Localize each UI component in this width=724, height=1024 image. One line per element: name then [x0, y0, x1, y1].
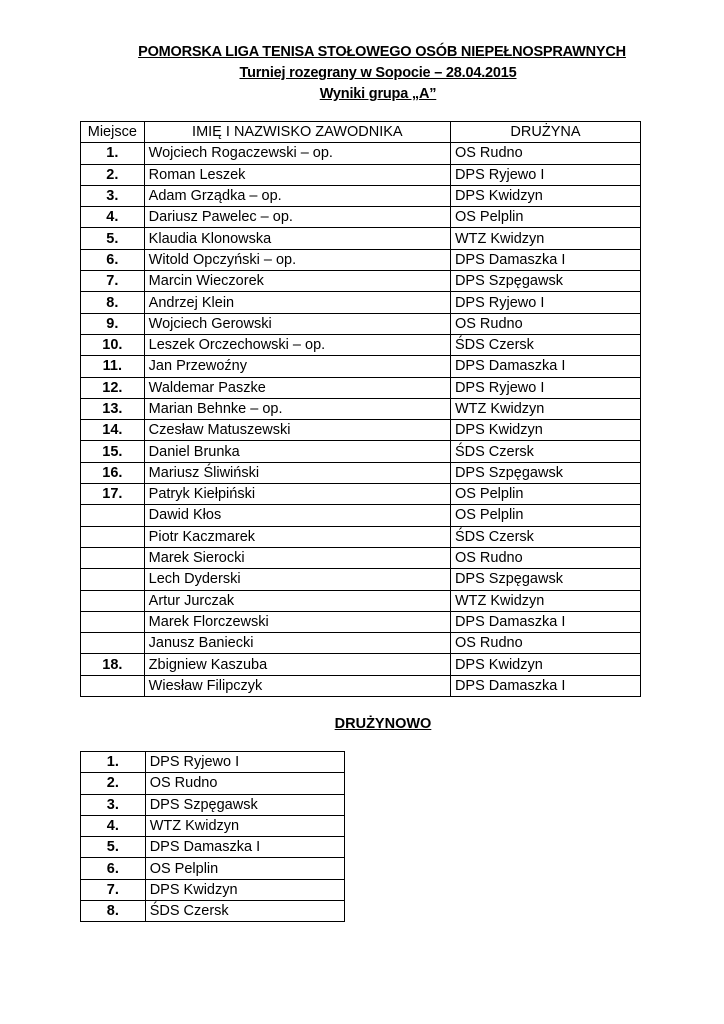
place-cell: 12. — [81, 377, 145, 398]
table-row — [81, 526, 641, 547]
player-name-cell: Wojciech Gerowski — [144, 313, 450, 334]
team-cell: WTZ Kwidzyn — [450, 398, 640, 419]
team-cell: ŚDS Czersk — [450, 441, 640, 462]
place-cell: 5. — [81, 837, 146, 858]
table-row — [81, 794, 345, 815]
tournament-subtitle: Turniej rozegrany w Sopocie – 28.04.2015 — [239, 65, 517, 81]
players-results-table — [80, 121, 641, 697]
player-name-cell: Wiesław Filipczyk — [144, 675, 450, 696]
team-cell: DPS Ryjewo I — [450, 164, 640, 185]
player-name-cell: Witold Opczyński – op. — [144, 249, 450, 270]
player-name-cell: Daniel Brunka — [144, 441, 450, 462]
place-cell: 2. — [81, 164, 145, 185]
player-name-cell: Marek Sierocki — [144, 547, 450, 568]
place-cell: 15. — [81, 441, 145, 462]
player-name-cell: Mariusz Śliwiński — [144, 462, 450, 483]
place-cell — [81, 590, 145, 611]
team-cell: WTZ Kwidzyn — [145, 815, 344, 836]
place-cell — [81, 505, 145, 526]
player-name-cell: Dariusz Pawelec – op. — [144, 207, 450, 228]
place-cell: 2. — [81, 773, 146, 794]
team-cell: DPS Ryjewo I — [145, 752, 344, 773]
player-name-cell: Wojciech Rogaczewski – op. — [144, 143, 450, 164]
table-row — [81, 858, 345, 879]
player-name-cell: Klaudia Klonowska — [144, 228, 450, 249]
table-row — [81, 815, 345, 836]
team-cell: WTZ Kwidzyn — [450, 590, 640, 611]
team-cell: DPS Damaszka I — [450, 249, 640, 270]
table-row — [81, 773, 345, 794]
table-row — [81, 633, 641, 654]
place-cell: 13. — [81, 398, 145, 419]
table-row — [81, 752, 345, 773]
place-cell: 18. — [81, 654, 145, 675]
team-cell: OS Rudno — [450, 547, 640, 568]
team-cell: OS Pelplin — [450, 505, 640, 526]
team-cell: OS Rudno — [450, 143, 640, 164]
team-cell: DPS Kwidzyn — [450, 185, 640, 206]
player-name-cell: Leszek Orczechowski – op. — [144, 334, 450, 355]
team-cell: OS Pelplin — [450, 484, 640, 505]
place-cell: 6. — [81, 858, 146, 879]
team-cell: DPS Szpęgawsk — [145, 794, 344, 815]
player-name-cell: Czesław Matuszewski — [144, 420, 450, 441]
document-title: POMORSKA LIGA TENISA STOŁOWEGO OSÓB NIEPEŁNOSPRAWNYCH — [138, 44, 626, 60]
team-cell: ŚDS Czersk — [450, 526, 640, 547]
team-cell: DPS Damaszka I — [450, 356, 640, 377]
place-cell: 6. — [81, 249, 145, 270]
table-row — [81, 143, 641, 164]
place-cell: 11. — [81, 356, 145, 377]
table-row — [81, 441, 641, 462]
team-cell: OS Rudno — [450, 313, 640, 334]
place-cell — [81, 611, 145, 632]
place-cell: 3. — [81, 185, 145, 206]
table-row — [81, 249, 641, 270]
team-cell: DPS Szpęgawsk — [450, 569, 640, 590]
team-cell: DPS Szpęgawsk — [450, 271, 640, 292]
player-name-cell: Waldemar Paszke — [144, 377, 450, 398]
player-name-cell: Marian Behnke – op. — [144, 398, 450, 419]
table-row — [81, 271, 641, 292]
team-cell: DPS Kwidzyn — [450, 420, 640, 441]
place-cell: 4. — [81, 815, 146, 836]
team-cell: ŚDS Czersk — [145, 901, 344, 922]
team-cell: OS Rudno — [450, 633, 640, 654]
place-cell: 14. — [81, 420, 145, 441]
place-cell — [81, 633, 145, 654]
table-row — [81, 590, 641, 611]
player-name-cell: Zbigniew Kaszuba — [144, 654, 450, 675]
player-name-cell: Jan Przewoźny — [144, 356, 450, 377]
place-cell: 3. — [81, 794, 146, 815]
place-cell: 17. — [81, 484, 145, 505]
player-name-cell: Marek Florczewski — [144, 611, 450, 632]
place-cell: 8. — [81, 292, 145, 313]
team-cell: ŚDS Czersk — [450, 334, 640, 355]
table-row — [81, 462, 641, 483]
table-row — [81, 228, 641, 249]
place-cell: 1. — [81, 143, 145, 164]
place-cell — [81, 569, 145, 590]
table-row — [81, 484, 641, 505]
table-row — [81, 901, 345, 922]
table-row — [81, 292, 641, 313]
player-name-cell: Lech Dyderski — [144, 569, 450, 590]
table-row — [81, 207, 641, 228]
player-name-cell: Roman Leszek — [144, 164, 450, 185]
table-row — [81, 569, 641, 590]
place-cell: 8. — [81, 901, 146, 922]
place-cell — [81, 526, 145, 547]
place-cell — [81, 675, 145, 696]
table-row — [81, 654, 641, 675]
team-cell: DPS Szpęgawsk — [450, 462, 640, 483]
table-row — [81, 879, 345, 900]
column-header-place: Miejsce — [81, 122, 145, 143]
team-cell: DPS Kwidzyn — [450, 654, 640, 675]
table-row — [81, 505, 641, 526]
team-cell: DPS Damaszka I — [450, 675, 640, 696]
table-row — [81, 334, 641, 355]
player-name-cell: Piotr Kaczmarek — [144, 526, 450, 547]
column-header-name: IMIĘ I NAZWISKO ZAWODNIKA — [144, 122, 450, 143]
player-name-cell: Janusz Baniecki — [144, 633, 450, 654]
table-row — [81, 611, 641, 632]
team-ranking-table — [80, 751, 345, 922]
team-cell: DPS Ryjewo I — [450, 292, 640, 313]
table-row — [81, 313, 641, 334]
table-row — [81, 675, 641, 696]
place-cell: 1. — [81, 752, 146, 773]
table-row — [81, 420, 641, 441]
table-row — [81, 185, 641, 206]
place-cell: 4. — [81, 207, 145, 228]
team-cell: WTZ Kwidzyn — [450, 228, 640, 249]
player-name-cell: Dawid Kłos — [144, 505, 450, 526]
place-cell: 7. — [81, 879, 146, 900]
table-row — [81, 356, 641, 377]
table-row — [81, 377, 641, 398]
place-cell: 5. — [81, 228, 145, 249]
table-header-row — [81, 122, 641, 143]
team-cell: DPS Damaszka I — [450, 611, 640, 632]
table-row — [81, 837, 345, 858]
table-row — [81, 547, 641, 568]
column-header-team: DRUŻYNA — [450, 122, 640, 143]
player-name-cell: Andrzej Klein — [144, 292, 450, 313]
place-cell: 9. — [81, 313, 145, 334]
team-cell: OS Pelplin — [145, 858, 344, 879]
team-cell: DPS Damaszka I — [145, 837, 344, 858]
player-name-cell: Adam Grządka – op. — [144, 185, 450, 206]
place-cell — [81, 547, 145, 568]
player-name-cell: Marcin Wieczorek — [144, 271, 450, 292]
place-cell: 7. — [81, 271, 145, 292]
team-cell: DPS Ryjewo I — [450, 377, 640, 398]
team-cell: OS Rudno — [145, 773, 344, 794]
player-name-cell: Patryk Kiełpiński — [144, 484, 450, 505]
player-name-cell: Artur Jurczak — [144, 590, 450, 611]
table-row — [81, 164, 641, 185]
team-ranking-heading: DRUŻYNOWO — [334, 716, 432, 732]
place-cell: 16. — [81, 462, 145, 483]
table-row — [81, 398, 641, 419]
place-cell: 10. — [81, 334, 145, 355]
team-cell: OS Pelplin — [450, 207, 640, 228]
team-cell: DPS Kwidzyn — [145, 879, 344, 900]
group-results-heading: Wyniki grupa „A” — [319, 86, 437, 102]
